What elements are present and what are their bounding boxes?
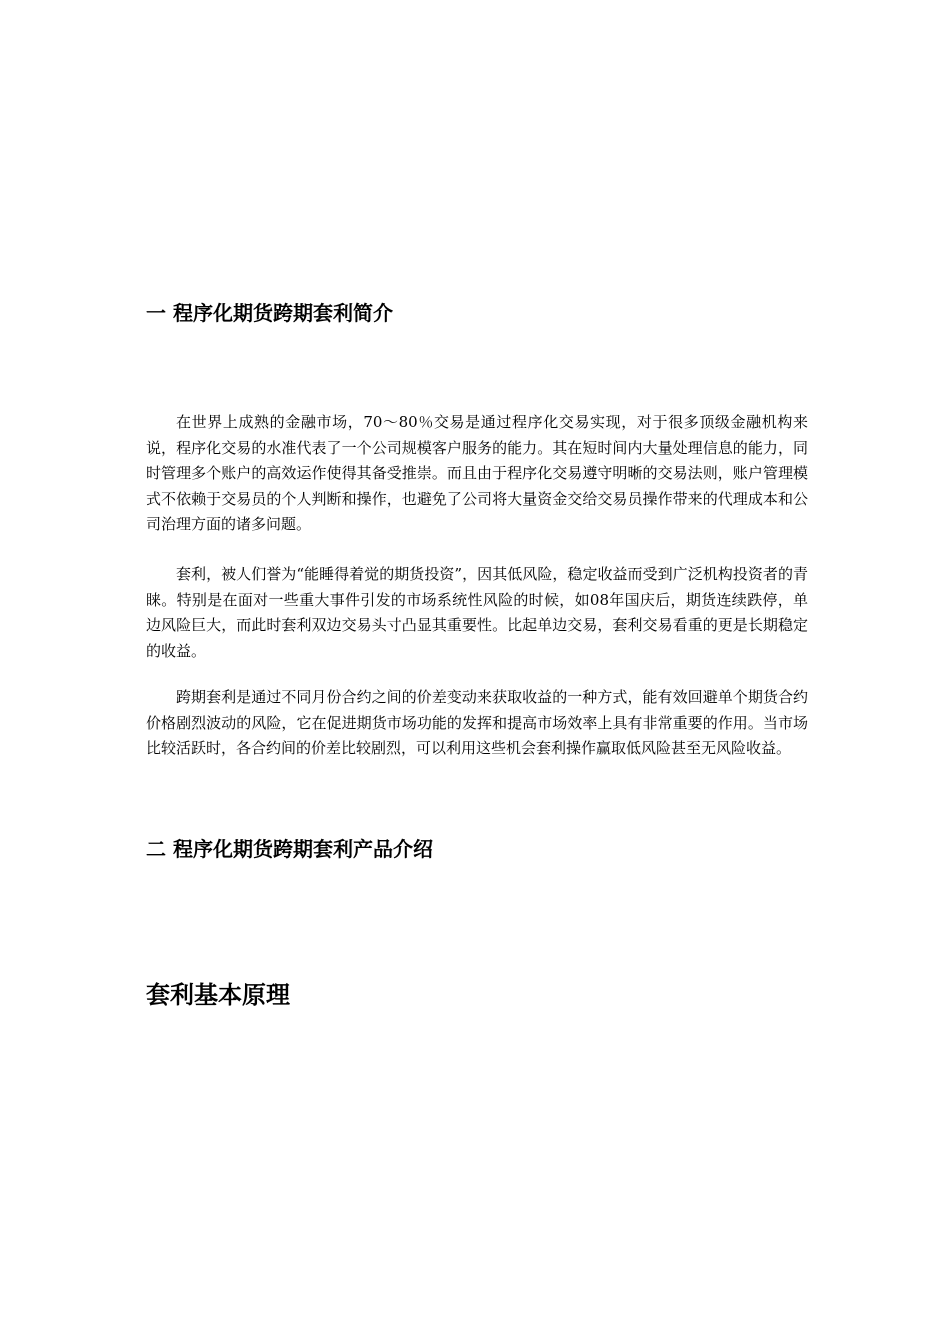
paragraph-calendar-spread: 跨期套利是通过不同月份合约之间的价差变动来获取收益的一种方式，能有效回避单个期货合约价格剧烈波动的风险，它在促进期货市场功能的发挥和提高市场效率上具有非常重要的作用。当市场比较活跃时，各合约间的价差比较剧烈，可以利用这些机会套利操作赢取低风险甚至无风险收益。: [146, 688, 808, 757]
paragraph-programmatic-trading: 在世界上成熟的金融市场，70～80％交易是通过程序化交易实现，对于很多顶级金融机构来说，程序化交易的水准代表了一个公司规模客户服务的能力。其在短时间内大量处理信息的能力，同时管理多个账户的高效运作使得其备受推崇。而且由于程序化交易遵守明晰的交易法则，账户管理模式不依赖于交易员的个人判断和操作，也避免了公司将大量资金交给交易员操作带来的代理成本和公司治理方面的诸多问题。: [146, 413, 808, 533]
paragraph-arbitrage-benefits: 套利，被人们誉为“能睡得着觉的期货投资”，因其低风险，稳定收益而受到广泛机构投资者的青睐。特别是在面对一些重大事件引发的市场系统性风险的时候，如08年国庆后，期货连续跌停，单边风险巨大，而此时套利双边交易头寸凸显其重要性。比起单边交易，套利交易看重的更是长期稳定的收益。: [146, 565, 808, 660]
section-heading-intro: 一 程序化期货跨期套利简介: [146, 301, 393, 325]
section-heading-principle: 套利基本原理: [146, 981, 290, 1009]
section-heading-product: 二 程序化期货跨期套利产品介绍: [146, 837, 433, 861]
